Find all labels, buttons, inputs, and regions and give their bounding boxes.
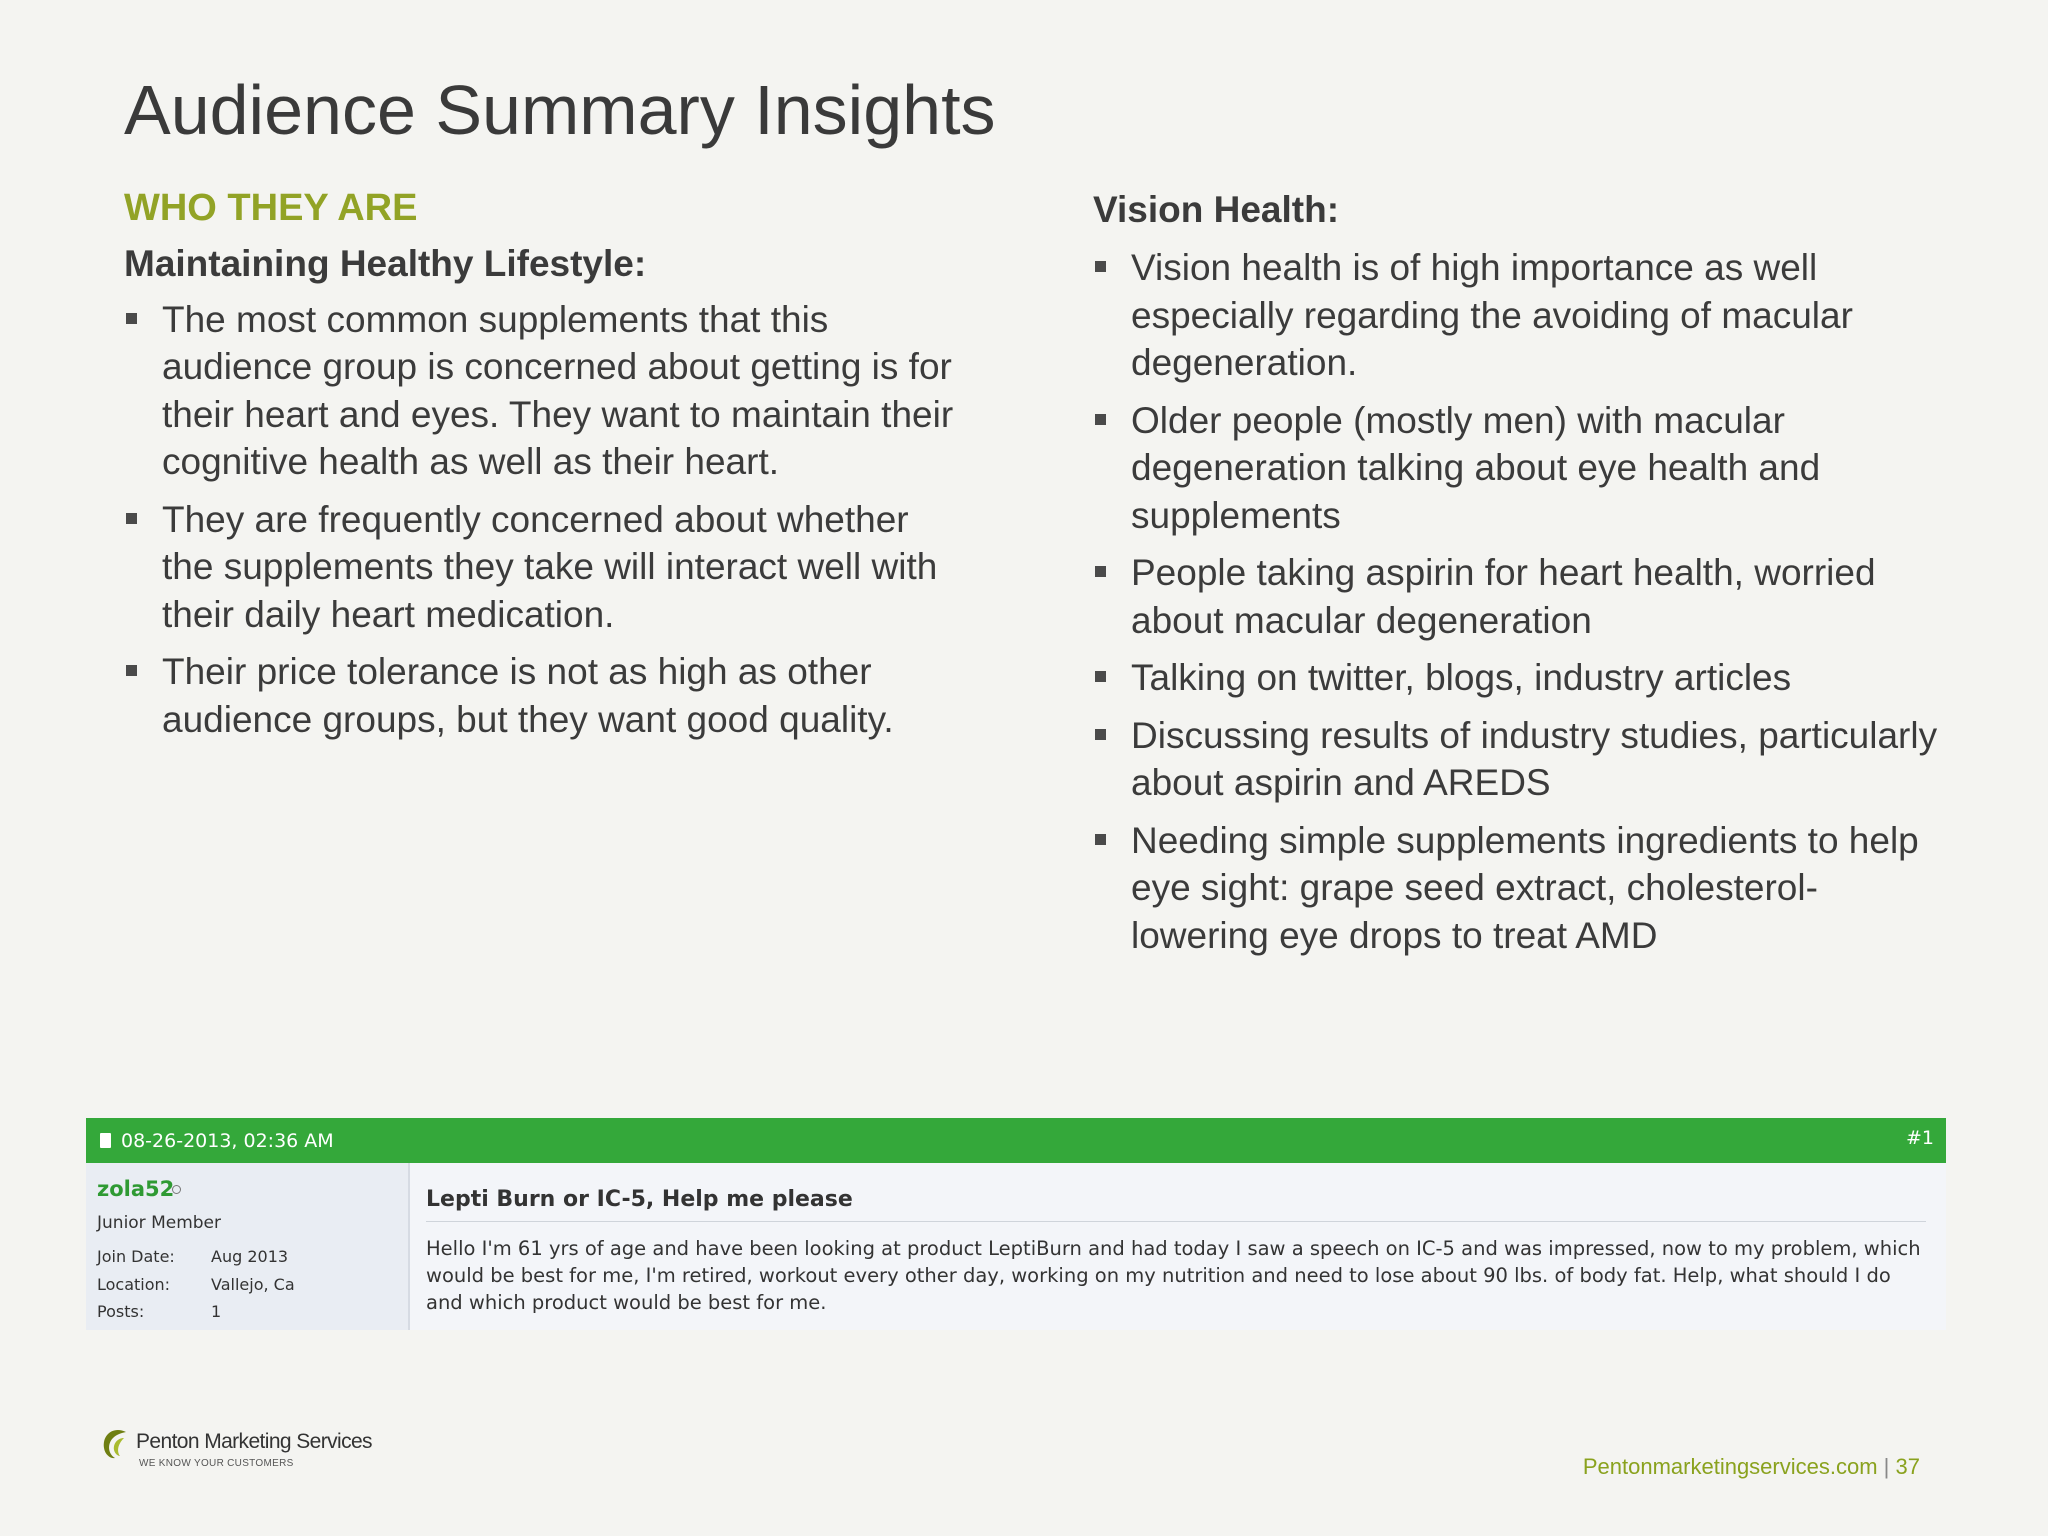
penton-logo (100, 1424, 370, 1474)
bullet-square-icon (126, 665, 137, 676)
list-item (1093, 654, 1953, 702)
vision-health-heading: Vision Health: (1093, 189, 1340, 230)
list-item (1093, 712, 1953, 807)
bullet-text: Talking on twitter, blogs, industry articles (1131, 657, 1792, 699)
location-row (97, 1275, 295, 1294)
bullet-square-icon (1095, 671, 1106, 682)
right-column (1093, 186, 1953, 969)
bullet-text: Discussing results of industry studies, particularly about aspirin and AREDS (1131, 714, 1938, 804)
healthy-lifestyle-heading: Maintaining Healthy Lifestyle: (124, 242, 647, 284)
post-body: Hello I'm 61 yrs of age and have been looking at product LeptiBurn and had today I saw a speech on IC-5 and was impressed, now to my problem, which would be best for me, I'm retired, workout every other day, working on my nutrition and need to lose about 90 lbs. of body fat. Help, what should I do and which product would be best for me. (426, 1237, 1921, 1314)
post-number-link[interactable]: #1 (1905, 1127, 1934, 1149)
join-date-label: Join Date: (97, 1247, 175, 1266)
document-icon (100, 1133, 111, 1148)
forum-post-screenshot (86, 1118, 1946, 1330)
bullet-square-icon (1095, 729, 1106, 740)
footer-separator: | (1883, 1454, 1890, 1479)
list-item (124, 496, 964, 639)
post-divider (426, 1221, 1926, 1222)
location-value: Vallejo, Ca (211, 1275, 295, 1294)
bullet-text: Needing simple supplements ingredients to help eye sight: grape seed extract, cholesterol-lowering eye drops to treat AMD (1131, 819, 1919, 956)
offline-status-icon (172, 1185, 181, 1194)
website-link[interactable]: Pentonmarketingservices.com (1582, 1454, 1878, 1479)
list-item (1093, 817, 1953, 960)
list-item (1093, 549, 1953, 644)
who-they-are-heading: WHO THEY ARE (124, 187, 418, 229)
bullet-square-icon (126, 313, 137, 324)
bullet-square-icon (1095, 261, 1106, 272)
healthy-lifestyle-list (124, 296, 964, 744)
list-item (124, 296, 964, 486)
username-link[interactable]: zola52 (97, 1177, 175, 1201)
user-rank: Junior Member (97, 1213, 222, 1233)
bullet-text: People taking aspirin for heart health, worried about macular degeneration (1131, 552, 1876, 641)
bullet-square-icon (126, 513, 137, 524)
bullet-square-icon (1095, 414, 1106, 425)
join-date-value: Aug 2013 (211, 1247, 289, 1266)
slide-title: Audience Summary Insights (124, 71, 996, 149)
bullet-square-icon (1095, 834, 1106, 845)
posts-row (97, 1302, 221, 1321)
logo-name: Penton Marketing Services (136, 1430, 372, 1453)
footer-website (1583, 1454, 1920, 1480)
left-column (124, 186, 964, 753)
vision-health-list (1093, 244, 1953, 959)
forum-post-header-bar (86, 1118, 1946, 1163)
post-date: 08-26-2013, 02:36 AM (121, 1130, 334, 1152)
bullet-text: Their price tolerance is not as high as other audience groups, but they want good quality. (162, 651, 894, 740)
list-item (124, 648, 964, 743)
bullet-text: Vision health is of high importance as well especially regarding the avoiding of macular degeneration. (1131, 247, 1853, 384)
list-item (1093, 244, 1953, 387)
bullet-text: They are frequently concerned about whether the supplements they take will interact well with their daily heart medication. (162, 498, 938, 635)
posts-value: 1 (211, 1302, 222, 1321)
page-number: 37 (1895, 1454, 1920, 1479)
bullet-text: Older people (mostly men) with macular degeneration talking about eye health and supplements (1131, 399, 1821, 536)
logo-tagline: WE KNOW YOUR CUSTOMERS (139, 1458, 294, 1469)
posts-label: Posts: (97, 1302, 145, 1321)
list-item (1093, 397, 1953, 540)
forum-user-info (86, 1163, 410, 1330)
bullet-square-icon (1095, 566, 1106, 577)
post-title: Lepti Burn or IC-5, Help me please (426, 1187, 853, 1212)
bullet-text: The most common supplements that this audience group is concerned about getting is for their heart and eyes. They want to maintain their cognitive health as well as their heart. (162, 298, 954, 483)
join-date-row (97, 1247, 288, 1266)
location-label: Location: (97, 1275, 171, 1294)
penton-swoosh-icon (100, 1426, 130, 1460)
